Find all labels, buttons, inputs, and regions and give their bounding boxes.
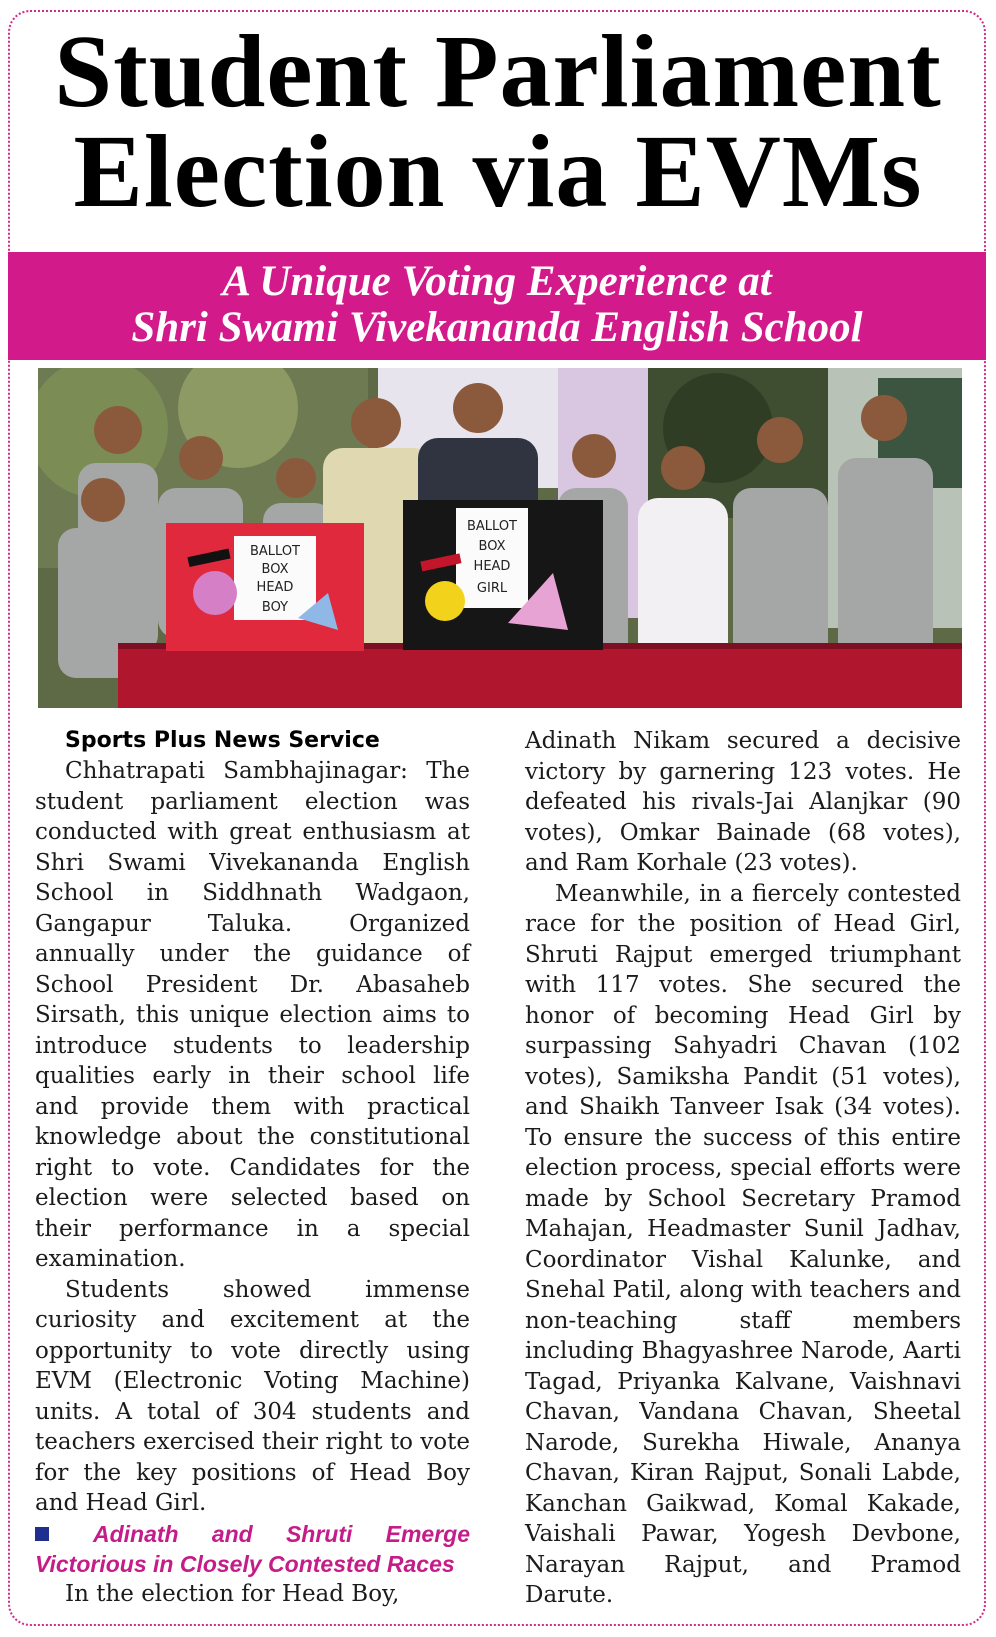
subheading	[35, 1519, 470, 1579]
box-girl-line-4: GIRL	[476, 581, 508, 596]
subtitle-banner	[8, 252, 986, 360]
subtitle-line-1: A Unique Voting Experience at	[222, 258, 772, 305]
smiley-icon	[425, 581, 465, 621]
box-boy-line-1: BALLOT	[249, 544, 301, 559]
smiley-icon	[193, 571, 237, 615]
paragraph: In the election for Head Boy,	[65, 1580, 400, 1607]
article-photo	[38, 368, 962, 708]
box-boy-line-4: BOY	[261, 600, 289, 615]
article-column-right	[525, 726, 961, 1611]
subheading-text: Adinath and Shruti Emerge Victorious in Closely Contested Races	[35, 1520, 470, 1577]
byline: Sports Plus News Service	[65, 728, 380, 753]
box-girl-line-3: HEAD	[473, 559, 511, 574]
headline	[0, 14, 996, 229]
headline-line-1: Student Parliament	[54, 14, 942, 129]
bullet-square-icon	[35, 1527, 49, 1541]
paragraph: Meanwhile, in a fiercely contested race for the position of Head Girl, Shruti Rajput emerged triumphant with 117 votes. She secured the honor of becoming Head Girl by surpassing Sahyadri Chavan (102 votes), Samiksha Pandit (51 votes), and Shaikh Tanveer Isak (34 votes). To ensure the success of this entire election process, special efforts were made by School Secretary Pramod Mahajan, Headmaster Sunil Jadhav, Coordinator Vishal Kalunke, and Snehal Patil, along with teachers and non-teaching staff members including Bhagyashree Narode, Aarti Tagad, Priyanka Kalvane, Vaishnavi Chavan, Vandana Chavan, Sheetal Narode, Surekha Hiwale, Ananya Chavan, Kiran Rajput, Sonali Labde, Kanchan Gaikwad, Komal Kakade, Vaishali Pawar, Yogesh Devbone, Narayan Rajput, and Pramod Darute.	[525, 880, 961, 1608]
box-boy-line-2: BOX	[261, 562, 289, 577]
paragraph: Chhatrapati Sambhajinagar: The student parliament election was conducted with great enthusiasm at Shri Swami Vivekananda English School in Siddhnath Wadgaon, Gangapur Taluka. Organized annually under the guidance of School President Dr. Abasaheb Sirsath, this unique election aims to introduce students to leadership qualities early in their school life and provide them with practical knowledge about the constitutional right to vote. Candidates for the election were selected based on their performance in a special examination.	[35, 758, 470, 1272]
subtitle-line-2: Shri Swami Vivekananda English School	[131, 304, 863, 351]
paragraph: Adinath Nikam secured a decisive victory by garnering 123 votes. He defeated his rivals-Jai Alanjkar (90 votes), Omkar Bainade (68 votes), and Ram Korhale (23 votes).	[525, 728, 961, 876]
paragraph: Students showed immense curiosity and excitement at the opportunity to vote directly using EVM (Electronic Voting Machine) units. A total of 304 students and teachers exercised their right to vote for the key positions of Head Boy and Head Girl.	[35, 1276, 470, 1516]
headline-line-2: Election via EVMs	[73, 114, 923, 229]
box-girl-line-1: BALLOT	[466, 519, 518, 534]
box-girl-line-2: BOX	[478, 539, 506, 554]
article-column-left	[35, 726, 470, 1609]
box-boy-line-3: HEAD	[256, 580, 294, 595]
